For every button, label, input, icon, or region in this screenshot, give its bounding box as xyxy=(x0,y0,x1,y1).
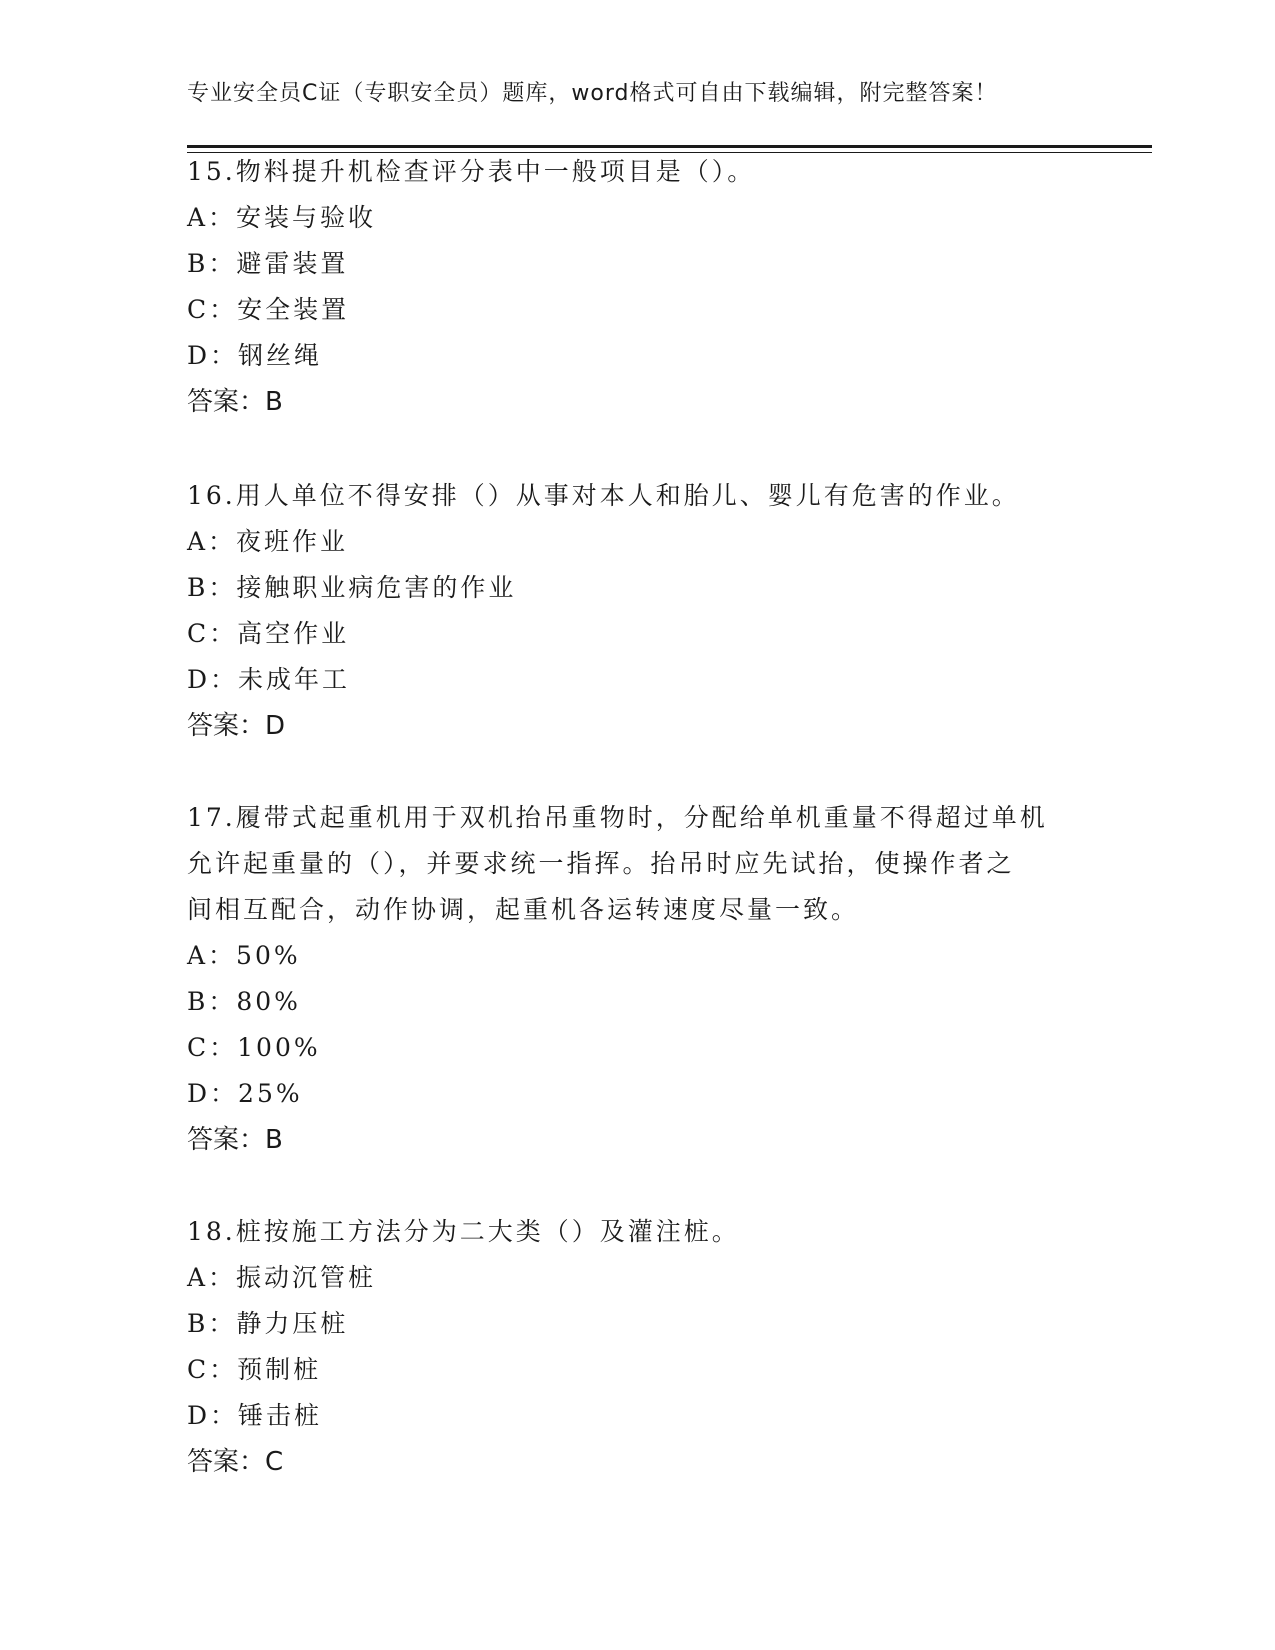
question-17 xyxy=(187,795,1152,1163)
question-stem: 16.用人单位不得安排（）从事对本人和胎儿、婴儿有危害的作业。 xyxy=(187,481,1020,510)
option-c: C：100% xyxy=(187,1033,321,1062)
option-a: A：振动沉管桩 xyxy=(187,1263,377,1292)
option-d: D：未成年工 xyxy=(187,665,351,694)
option-a: A：50% xyxy=(187,941,301,970)
answer: 答案：B xyxy=(187,1125,283,1155)
option-c: C：预制桩 xyxy=(187,1355,322,1384)
option-a: A：夜班作业 xyxy=(187,527,349,556)
question-stem-line-3: 间相互配合，动作协调，起重机各运转速度尽量一致。 xyxy=(187,895,860,924)
question-15 xyxy=(187,149,1152,425)
answer: 答案：C xyxy=(187,1447,284,1477)
option-d: D：钢丝绳 xyxy=(187,341,323,370)
option-b: B：静力压桩 xyxy=(187,1309,349,1338)
option-c: C：高空作业 xyxy=(187,619,350,648)
option-b: B：80% xyxy=(187,987,301,1016)
answer: 答案：D xyxy=(187,711,286,741)
answer: 答案：B xyxy=(187,387,283,417)
question-16 xyxy=(187,473,1152,749)
option-b: B：接触职业病危害的作业 xyxy=(187,573,517,602)
document-header: 专业安全员C证（专职安全员）题库，word格式可自由下载编辑，附完整答案！ xyxy=(187,81,998,106)
question-stem: 18.桩按施工方法分为二大类（）及灌注桩。 xyxy=(187,1217,740,1246)
option-d: D：25% xyxy=(187,1079,303,1108)
question-18 xyxy=(187,1209,1152,1485)
question-stem-line-2: 允许起重量的（），并要求统一指挥。抬吊时应先试抬，使操作者之 xyxy=(187,849,1015,878)
option-c: C：安全装置 xyxy=(187,295,350,324)
question-stem: 15.物料提升机检查评分表中一般项目是（）。 xyxy=(187,157,756,186)
question-stem-line-1: 17.履带式起重机用于双机抬吊重物时，分配给单机重量不得超过单机 xyxy=(187,803,1048,832)
option-d: D：锤击桩 xyxy=(187,1401,323,1430)
option-b: B：避雷装置 xyxy=(187,249,349,278)
option-a: A：安装与验收 xyxy=(187,203,377,232)
